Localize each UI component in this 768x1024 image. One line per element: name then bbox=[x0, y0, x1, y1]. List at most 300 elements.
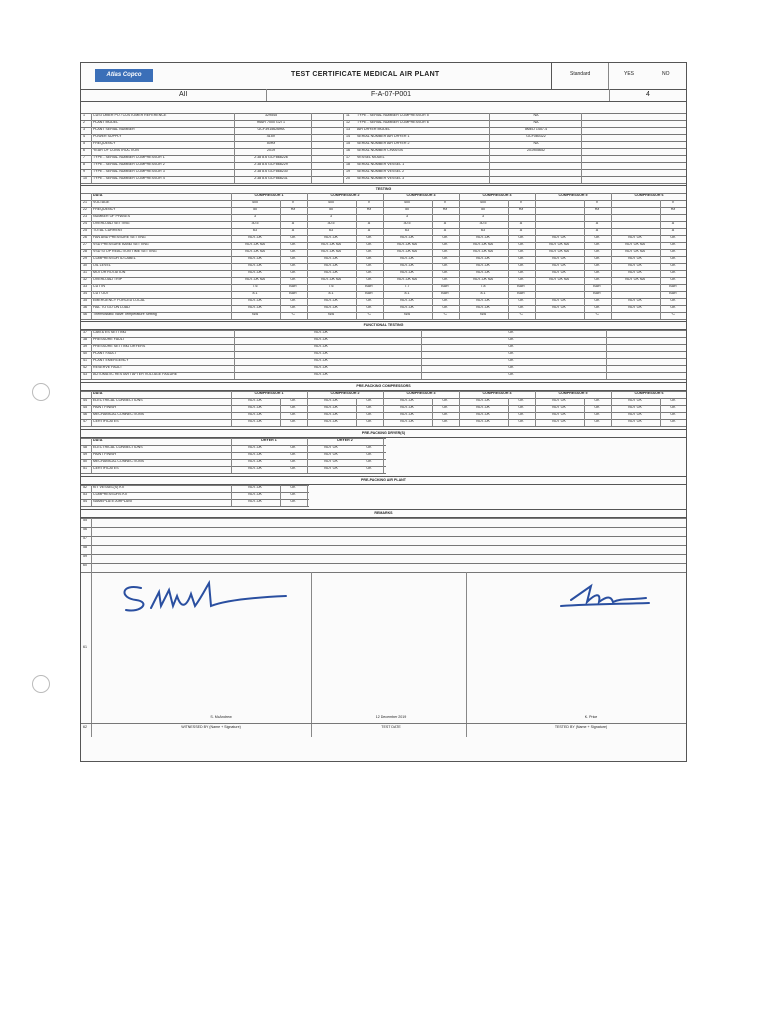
testing-unit: A bbox=[291, 228, 295, 232]
dryer-row-number: 49 bbox=[83, 452, 87, 456]
testing-unit: OK bbox=[518, 242, 524, 246]
testing-unit: °C bbox=[366, 312, 372, 316]
remarks-row-number: 57 bbox=[83, 536, 87, 540]
prepack-value: NOT-OK bbox=[324, 405, 338, 409]
testing-unit: Hz bbox=[670, 207, 676, 211]
remarks-section-label: REMARKS bbox=[374, 511, 393, 515]
info-label: SERIAL NUMBER VESSEL 2 bbox=[357, 169, 405, 173]
prepack-ok: OK bbox=[518, 405, 524, 409]
info-row-number: 12 bbox=[346, 120, 350, 124]
testing-unit: OK bbox=[442, 298, 448, 302]
prepack-header-data: DATA bbox=[93, 391, 103, 395]
prepack-header-compressor: COMPRESSOR 1 bbox=[254, 391, 284, 395]
testing-unit: Hz bbox=[366, 207, 372, 211]
testing-row-label: OVERLOAD SETTING bbox=[93, 221, 130, 225]
testing-value: NOT OK NA bbox=[549, 249, 569, 253]
info-value: 50Hz bbox=[266, 141, 276, 145]
prepack-ok: OK bbox=[442, 405, 448, 409]
plant-row-number: 54 bbox=[83, 499, 87, 503]
tester-signature bbox=[551, 578, 651, 612]
info-value: 201905652 bbox=[527, 148, 545, 152]
prepack-value: NOT OK bbox=[628, 419, 642, 423]
testing-value: 7.7 bbox=[404, 284, 410, 288]
prepack-ok: OK bbox=[670, 419, 676, 423]
functional-ok: OK bbox=[508, 365, 514, 369]
info-value: 329545 bbox=[265, 113, 277, 117]
prepack-value: NOT-OK bbox=[476, 398, 490, 402]
testing-unit: OK bbox=[518, 263, 524, 267]
testing-value: NOT-OK bbox=[324, 256, 338, 260]
prepack-row-label: ELECTRICAL CONNECTIONS bbox=[93, 398, 143, 402]
info-row-number: 15 bbox=[346, 141, 350, 145]
testing-unit: OK bbox=[290, 242, 296, 246]
testing-value: NOT OK NA bbox=[549, 242, 569, 246]
functional-not-ok: NOT-OK bbox=[314, 337, 328, 341]
signoff-row-number: 61 bbox=[83, 644, 87, 649]
revision-number: 4 bbox=[646, 91, 650, 98]
info-row-number: 19 bbox=[346, 169, 350, 173]
testing-unit: OK bbox=[594, 235, 600, 239]
testing-unit: OK bbox=[518, 256, 524, 260]
info-label: TYPE - SERIAL NUMBER COMPRESSOR 2 bbox=[93, 162, 165, 166]
functional-not-ok: NOT-OK bbox=[314, 372, 328, 376]
prepack-ok: OK bbox=[670, 405, 676, 409]
testing-value: 30.5 bbox=[327, 221, 335, 225]
info-label: CUSTOMER PO / CUSTOMER REFERENCE bbox=[93, 113, 167, 117]
functional-row-label: PRESSURE FAULT bbox=[93, 337, 125, 341]
functional-row-label: PRESSURE SETTING DRYERS bbox=[93, 344, 146, 348]
testing-value: NOT-OK NA bbox=[245, 277, 265, 281]
dryer-value: NOT OK bbox=[324, 466, 338, 470]
info-value: NA bbox=[533, 120, 539, 124]
info-value: GCF080322 bbox=[526, 134, 546, 138]
testing-unit: OK bbox=[670, 235, 676, 239]
info-label: AIR DRYER MODEL bbox=[357, 127, 391, 131]
testing-unit: BAR bbox=[517, 291, 525, 295]
testing-row-number: 46 bbox=[83, 312, 87, 316]
testing-unit: A bbox=[671, 228, 675, 232]
testing-value: 63 bbox=[405, 228, 409, 232]
testing-value: NOT-OK NA bbox=[245, 242, 265, 246]
testing-value: 3 bbox=[482, 214, 484, 218]
dryer-row-label: PAINT FINISH bbox=[93, 452, 117, 456]
plant-ok: OK bbox=[290, 485, 296, 489]
testing-unit: V bbox=[671, 200, 675, 204]
testing-unit: OK bbox=[594, 305, 600, 309]
testing-unit: OK bbox=[442, 249, 448, 253]
prepack-ok: OK bbox=[442, 419, 448, 423]
prepack-header-compressor: COMPRESSOR 3 bbox=[406, 391, 436, 395]
testing-value: NOT-OK NA bbox=[321, 242, 341, 246]
prepack-ok: OK bbox=[518, 412, 524, 416]
prepack-ok: OK bbox=[442, 412, 448, 416]
testing-unit: OK bbox=[594, 298, 600, 302]
testing-unit: °C bbox=[290, 312, 296, 316]
prepack-row-number: 44 bbox=[83, 398, 87, 402]
prepack-row-label: PAINT FINISH bbox=[93, 405, 117, 409]
testing-value: 400 bbox=[404, 200, 410, 204]
functional-not-ok: NOT-OK bbox=[314, 358, 328, 362]
testing-value: NOT OK NA bbox=[549, 277, 569, 281]
testing-unit: OK bbox=[290, 270, 296, 274]
testing-value: 7.6 bbox=[328, 284, 334, 288]
prepack-header-compressor: COMPRESSOR 2 bbox=[330, 391, 360, 395]
info-label: YEAR OF CONSTRUCTION bbox=[93, 148, 139, 152]
prepack-value: NOT OK bbox=[552, 405, 566, 409]
testing-value: NOT-OK bbox=[400, 263, 414, 267]
testing-row-label: FAN AND PRESSURE SETTING bbox=[93, 235, 146, 239]
witness-label: WITNESSED BY (Name + Signature) bbox=[181, 725, 241, 729]
prepack-value: NOT OK bbox=[552, 398, 566, 402]
testing-value: 8.1 bbox=[328, 291, 334, 295]
functional-row-label: CAN & ES SETTING bbox=[93, 330, 127, 334]
testing-unit: OK bbox=[290, 277, 296, 281]
test-date: 12 December 2019 bbox=[375, 715, 407, 719]
testing-value: 63 bbox=[481, 228, 485, 232]
dryer-value: NOT-OK bbox=[248, 452, 262, 456]
dryer-row-label: CERTIFICATES bbox=[93, 466, 119, 470]
testing-header-compressor: COMPRESSOR 2 bbox=[330, 193, 360, 197]
testing-value: NOT OK bbox=[552, 270, 566, 274]
testing-unit: BAR bbox=[441, 291, 449, 295]
testing-value: NOT-OK bbox=[324, 235, 338, 239]
testing-unit: OK bbox=[670, 242, 676, 246]
prepack-value: NOT-OK bbox=[400, 412, 414, 416]
testing-value: NOT-OK bbox=[248, 256, 262, 260]
testing-section-label: TESTING bbox=[375, 187, 392, 191]
testing-unit: A bbox=[519, 221, 523, 225]
testing-value: NOT-OK bbox=[476, 298, 490, 302]
testing-unit: BAR bbox=[517, 284, 525, 288]
testing-unit: OK bbox=[518, 270, 524, 274]
functional-not-ok: NOT-OK bbox=[314, 344, 328, 348]
testing-unit: OK bbox=[594, 242, 600, 246]
testing-unit: OK bbox=[518, 235, 524, 239]
testing-unit: A bbox=[595, 228, 599, 232]
test-date-label: TEST DATE bbox=[381, 725, 401, 729]
testing-row-label: FREQUENCY bbox=[93, 207, 116, 211]
functional-section bbox=[81, 321, 686, 330]
testing-value: 50 bbox=[329, 207, 333, 211]
yes-label: YES bbox=[624, 71, 635, 77]
dryer-header-1: DRYER 1 bbox=[261, 438, 277, 442]
prepack-ok: OK bbox=[366, 419, 372, 423]
testing-value: 3 bbox=[406, 214, 408, 218]
info-value: mAIR 7000 G2T1 bbox=[257, 120, 285, 124]
dryer-row-number: 51 bbox=[83, 466, 87, 470]
testing-unit: BAR bbox=[593, 284, 601, 288]
punch-hole-top bbox=[32, 383, 50, 401]
testing-row-number: 36 bbox=[83, 305, 87, 309]
testing-unit: OK bbox=[366, 263, 372, 267]
testing-unit: A bbox=[671, 221, 675, 225]
info-value: GCF3915626mA bbox=[257, 127, 285, 131]
prepack-row-label: CERTIFICATES bbox=[93, 419, 119, 423]
company-logo: Atlas Copco bbox=[95, 69, 153, 82]
testing-unit: OK bbox=[518, 249, 524, 253]
prepack-row-number: 46 bbox=[83, 412, 87, 416]
testing-unit: OK bbox=[290, 298, 296, 302]
info-row-number: 6 bbox=[83, 148, 85, 152]
testing-unit: OK bbox=[442, 263, 448, 267]
prepack-row-number: 47 bbox=[83, 419, 87, 423]
testing-unit: OK bbox=[290, 256, 296, 260]
functional-section-label: FUNCTIONAL TESTING bbox=[363, 323, 404, 327]
info-value: Z'38 8.6 GCF868231 bbox=[254, 176, 288, 180]
testing-header-compressor: COMPRESSOR 1 bbox=[254, 193, 284, 197]
testing-value: 8.1 bbox=[404, 291, 410, 295]
prepack-plant-section-label: PRE-PACKING AIR PLANT bbox=[361, 478, 406, 482]
testing-unit: Hz bbox=[518, 207, 524, 211]
prepack-value: NOT-OK bbox=[476, 412, 490, 416]
prepack-header-compressor: COMPRESSOR 5 bbox=[558, 391, 588, 395]
remarks-row-number: 58 bbox=[83, 545, 87, 549]
testing-unit: OK bbox=[518, 305, 524, 309]
testing-value: NOT-OK NA bbox=[245, 249, 265, 253]
testing-unit: A bbox=[519, 228, 523, 232]
info-row-number: 11 bbox=[346, 113, 350, 117]
info-value: NA bbox=[533, 113, 539, 117]
remarks-row-number: 60 bbox=[83, 563, 87, 567]
testing-value: NOT-OK bbox=[324, 305, 338, 309]
info-row-number: 20 bbox=[346, 176, 350, 180]
testing-value: NOT-OK NA bbox=[397, 249, 417, 253]
dryer-header-data: DATA bbox=[93, 438, 103, 442]
prepack-compressors-section-label: PRE-PACKING COMPRESSORS bbox=[356, 384, 411, 388]
testing-value: NOT-OK bbox=[400, 298, 414, 302]
standard-box bbox=[551, 63, 687, 89]
info-row-number: 18 bbox=[346, 162, 350, 166]
testing-value: N/A bbox=[328, 312, 334, 316]
testing-unit: °C bbox=[518, 312, 524, 316]
testing-value: NOT OK bbox=[628, 263, 642, 267]
testing-unit: OK bbox=[670, 263, 676, 267]
dryer-value: NOT OK bbox=[324, 445, 338, 449]
functional-row-number: 43 bbox=[83, 372, 87, 376]
info-row-number: 9 bbox=[83, 169, 85, 173]
testing-value: NOT OK bbox=[552, 256, 566, 260]
no-label: NO bbox=[662, 71, 670, 77]
prepack-value: NOT-OK bbox=[400, 405, 414, 409]
test-certificate-sheet bbox=[80, 62, 687, 762]
testing-value: NOT-OK bbox=[324, 298, 338, 302]
prepack-ok: OK bbox=[518, 398, 524, 402]
tester-name: K. Price bbox=[584, 715, 598, 719]
remarks-row-number: 59 bbox=[83, 554, 87, 558]
info-label: SERIAL NUMBER AIR DRYER 2 bbox=[357, 141, 410, 145]
dryer-ok: OK bbox=[290, 445, 296, 449]
testing-unit: OK bbox=[366, 249, 372, 253]
info-row-number: 16 bbox=[346, 148, 350, 152]
prepack-ok: OK bbox=[290, 398, 296, 402]
testing-unit: V bbox=[367, 200, 371, 204]
testing-value: NOT OK bbox=[552, 263, 566, 267]
testing-value: NOT-OK bbox=[324, 270, 338, 274]
dryer-ok: OK bbox=[290, 459, 296, 463]
testing-value: N/A bbox=[252, 312, 258, 316]
prepack-ok: OK bbox=[366, 412, 372, 416]
testing-row-number: 24 bbox=[83, 221, 87, 225]
info-row-number: 1 bbox=[83, 113, 85, 117]
testing-unit: OK bbox=[670, 270, 676, 274]
info-label: SERIAL NUMBER CHASSIS bbox=[357, 148, 403, 152]
testing-unit: OK bbox=[670, 298, 676, 302]
testing-unit: BAR bbox=[669, 291, 677, 295]
testing-value: NOT-OK NA bbox=[473, 249, 493, 253]
prepack-ok: OK bbox=[290, 412, 296, 416]
testing-value: NOT-OK bbox=[248, 298, 262, 302]
dryer-ok: OK bbox=[366, 459, 372, 463]
testing-value: 50 bbox=[253, 207, 257, 211]
testing-value: N/A bbox=[404, 312, 410, 316]
plant-row-number: 53 bbox=[83, 492, 87, 496]
functional-not-ok: NOT-OK bbox=[314, 351, 328, 355]
testing-value: NOT-OK NA bbox=[473, 277, 493, 281]
prepack-value: NOT-OK bbox=[248, 419, 262, 423]
info-label: VESSEL MODEL bbox=[357, 155, 385, 159]
testing-row-label: VOLTAGE bbox=[93, 200, 110, 204]
testing-unit: Hz bbox=[290, 207, 296, 211]
prepack-ok: OK bbox=[594, 398, 600, 402]
testing-unit: A bbox=[367, 221, 371, 225]
prepack-header-compressor: COMPRESSOR 6 bbox=[634, 391, 664, 395]
prepack-value: NOT-OK bbox=[476, 419, 490, 423]
testing-value: NOT-OK NA bbox=[321, 249, 341, 253]
testing-value: 400 bbox=[252, 200, 258, 204]
info-label: TYPE - SERIAL NUMBER COMPRESSOR 6 bbox=[357, 120, 429, 124]
testing-value: NOT-OK NA bbox=[321, 277, 341, 281]
info-label: POWER SUPPLY bbox=[93, 134, 122, 138]
testing-row-label: EMERGENCY FORCED LOCAL bbox=[93, 298, 146, 302]
functional-row-number: 37 bbox=[83, 330, 87, 334]
testing-row-label: CUT OUT bbox=[93, 291, 109, 295]
prepack-value: NOT-OK bbox=[400, 419, 414, 423]
testing-value: NOT-OK bbox=[324, 263, 338, 267]
testing-row-label: VSD PRESSURE BAND SETTING bbox=[93, 242, 149, 246]
prepack-value: NOT-OK bbox=[324, 419, 338, 423]
prepack-ok: OK bbox=[670, 412, 676, 416]
info-row-number: 10 bbox=[83, 176, 87, 180]
testing-unit: OK bbox=[670, 305, 676, 309]
testing-unit: OK bbox=[290, 305, 296, 309]
functional-row-label: PLANT FAULT bbox=[93, 351, 117, 355]
prepack-value: NOT-OK bbox=[324, 412, 338, 416]
prepack-value: NOT OK bbox=[628, 412, 642, 416]
testing-row-number: 28 bbox=[83, 249, 87, 253]
prepack-ok: OK bbox=[366, 405, 372, 409]
testing-header-compressor: COMPRESSOR 3 bbox=[406, 193, 436, 197]
testing-unit: BAR bbox=[289, 284, 297, 288]
testing-value: 7.6 bbox=[252, 284, 258, 288]
testing-unit: OK bbox=[366, 305, 372, 309]
certificate-header bbox=[81, 63, 686, 90]
testing-row-label: COMPRESSOR ID LABEL bbox=[93, 256, 136, 260]
testing-value: NOT OK NA bbox=[625, 249, 645, 253]
info-value: Z'38 8.6 GCF868229 bbox=[254, 162, 288, 166]
functional-not-ok: NOT-OK bbox=[314, 330, 328, 334]
testing-value: NOT OK bbox=[628, 305, 642, 309]
remarks-section bbox=[81, 509, 686, 518]
prepack-dryers-section-label: PRE-PACKING DRYER(S) bbox=[361, 431, 406, 435]
testing-unit: OK bbox=[670, 249, 676, 253]
testing-unit: OK bbox=[442, 256, 448, 260]
testing-unit: OK bbox=[442, 235, 448, 239]
testing-unit: OK bbox=[594, 256, 600, 260]
testing-unit: OK bbox=[366, 235, 372, 239]
testing-value: NOT-OK bbox=[400, 235, 414, 239]
remarks-row-number: 56 bbox=[83, 527, 87, 531]
testing-value: NOT-OK bbox=[400, 256, 414, 260]
testing-value: 400 bbox=[328, 200, 334, 204]
testing-unit: A bbox=[443, 221, 447, 225]
testing-value: NOT OK bbox=[628, 235, 642, 239]
testing-row-label: Thermostatic Valve Temperature Setting bbox=[93, 312, 157, 316]
testing-value: 50 bbox=[481, 207, 485, 211]
prepack-value: NOT-OK bbox=[248, 398, 262, 402]
testing-unit: A bbox=[291, 221, 295, 225]
testing-unit: OK bbox=[442, 270, 448, 274]
testing-unit: OK bbox=[366, 256, 372, 260]
testing-unit: V bbox=[595, 200, 599, 204]
testing-row-label: MOTOR ROTATION bbox=[93, 270, 126, 274]
footer-row-number: 62 bbox=[83, 725, 87, 729]
testing-unit: A bbox=[367, 228, 371, 232]
plant-row-label: COMPRESSORS KIT bbox=[93, 492, 128, 496]
testing-row-label: CUT IN bbox=[93, 284, 105, 288]
testing-unit: BAR bbox=[289, 291, 297, 295]
testing-value: 400 bbox=[480, 200, 486, 204]
info-value: 415V bbox=[266, 134, 276, 138]
functional-ok: OK bbox=[508, 344, 514, 348]
info-row-number: 8 bbox=[83, 162, 85, 166]
testing-value: 7.8 bbox=[480, 284, 486, 288]
plant-value: NOT-OK bbox=[248, 492, 262, 496]
testing-unit: V bbox=[291, 200, 295, 204]
plant-ok: OK bbox=[290, 499, 296, 503]
testing-unit: OK bbox=[594, 249, 600, 253]
prepack-value: NOT OK bbox=[628, 405, 642, 409]
testing-header-compressor: COMPRESSOR 6 bbox=[634, 193, 664, 197]
remarks-row-number: 55 bbox=[83, 518, 87, 522]
testing-value: NOT-OK bbox=[476, 235, 490, 239]
info-value: Z'38 8.6 GCF868230 bbox=[254, 169, 288, 173]
testing-unit: BAR bbox=[669, 284, 677, 288]
prepack-header-compressor: COMPRESSOR 4 bbox=[482, 391, 512, 395]
testing-row-number: 26 bbox=[83, 235, 87, 239]
testing-header-data: DATA bbox=[93, 193, 103, 197]
info-value: 2019 bbox=[267, 148, 275, 152]
functional-row-number: 40 bbox=[83, 351, 87, 355]
testing-value: NOT-OK NA bbox=[473, 242, 493, 246]
testing-row-label: TOTAL CURRENT bbox=[93, 228, 123, 232]
testing-unit: OK bbox=[594, 263, 600, 267]
prepack-value: NOT OK bbox=[552, 419, 566, 423]
prepack-value: NOT-OK bbox=[476, 405, 490, 409]
functional-ok: OK bbox=[508, 330, 514, 334]
prepack-value: NOT-OK bbox=[400, 398, 414, 402]
functional-ok: OK bbox=[508, 372, 514, 376]
testing-value: NOT-OK bbox=[400, 305, 414, 309]
testing-value: NOT-OK bbox=[248, 305, 262, 309]
plant-value: NOT-OK bbox=[248, 499, 262, 503]
testing-unit: OK bbox=[290, 263, 296, 267]
info-label: SERIAL NUMBER AIR DRYER 1 bbox=[357, 134, 410, 138]
testing-value: 3 bbox=[254, 214, 256, 218]
testing-row-number: 27 bbox=[83, 242, 87, 246]
testing-unit: °C bbox=[670, 312, 676, 316]
info-value: dMED 1457-4 bbox=[524, 127, 548, 131]
testing-value: NOT OK bbox=[628, 270, 642, 274]
